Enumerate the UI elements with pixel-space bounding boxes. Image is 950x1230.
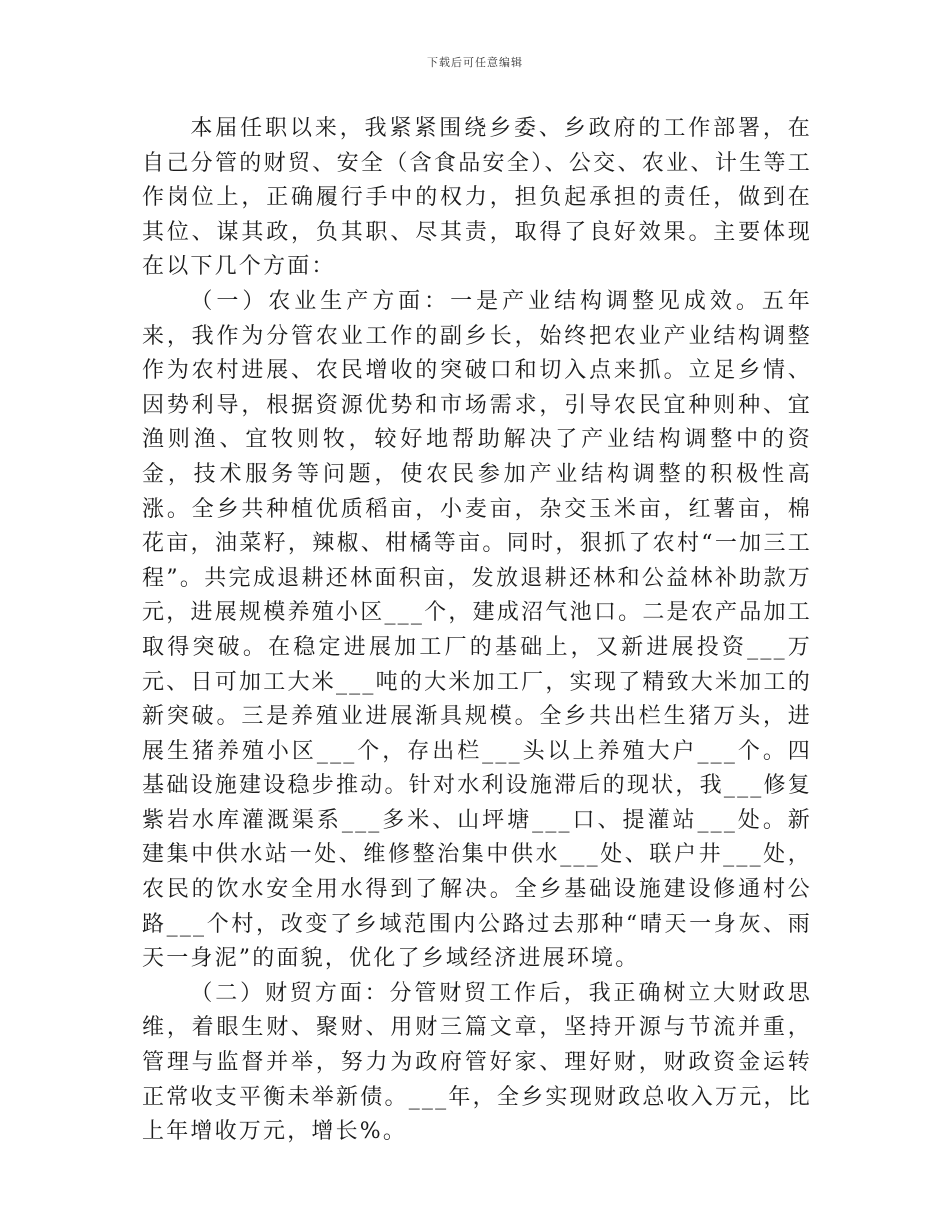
document-body (142, 112, 812, 1150)
intro-paragraph: 本届任职以来，我紧紧围绕乡委、乡政府的工作部署，在自己分管的财贸、安全（含食品安全）、公交、农业、计生等工作岗位上，正确履行手中的权力，担负起承担的责任，做到在其位、谋其政，负其职、尽其责，取得了良好效果。主要体现在以下几个方面： (142, 116, 812, 280)
page-header: 下载后可任意编辑 (427, 56, 523, 69)
finance-paragraph: （二）财贸方面：分管财贸工作后，我正确树立大财政思维，着眼生财、聚财、用财三篇文章，坚持开源与节流并重，管理与监督并举，努力为政府管好家、理好财，财政资金运转正常收支平衡未举新债。___年，全乡实现财政总收入万元，比上年增收万元，增长%。 (142, 980, 812, 1145)
agriculture-paragraph: （一）农业生产方面：一是产业结构调整见成效。五年来，我作为分管农业工作的副乡长，始终把农业产业结构调整作为农村进展、农民增收的突破口和切入点来抓。立足乡情、因势利导，根据资源优势和市场需求，引导农民宜种则种、宜渔则渔、宜牧则牧，较好地帮助解决了产业结构调整中的资金，技术服务等问题，使农民参加产业结构调整的积极性高涨。全乡共种植优质稻亩，小麦亩，杂交玉米亩，红薯亩，棉花亩，油菜籽，辣椒、柑橘等亩。同时，狠抓了农村“一加三工程”。共完成退耕还林面积亩，发放退耕还林和公益林补助款万元，进展规模养殖小区___个，建成沼气池口。二是农产品加工取得突破。在稳定进展加工厂的基础上，又新进展投资___万元、日可加工大米___吨的大米加工厂，实现了精致大米加工的新突破。三是养殖业进展渐具规模。全乡共出栏生猪万头，进展生猪养殖小区___个，存出栏___头以上养殖大户___个。四基础设施建设稳步推动。针对水利设施滞后的现状，我___修复紫岩水库灌溉渠系___多米、山坪塘___口、提灌站___处。新建集中供水站一处、维修整治集中供水___处、联户井___处，农民的饮水安全用水得到了解决。全乡基础设施建设修通村公路___个村，改变了乡域范围内公路过去那种“晴天一身灰、雨天一身泥”的面貌，优化了乡域经济进展环境。 (142, 288, 812, 972)
